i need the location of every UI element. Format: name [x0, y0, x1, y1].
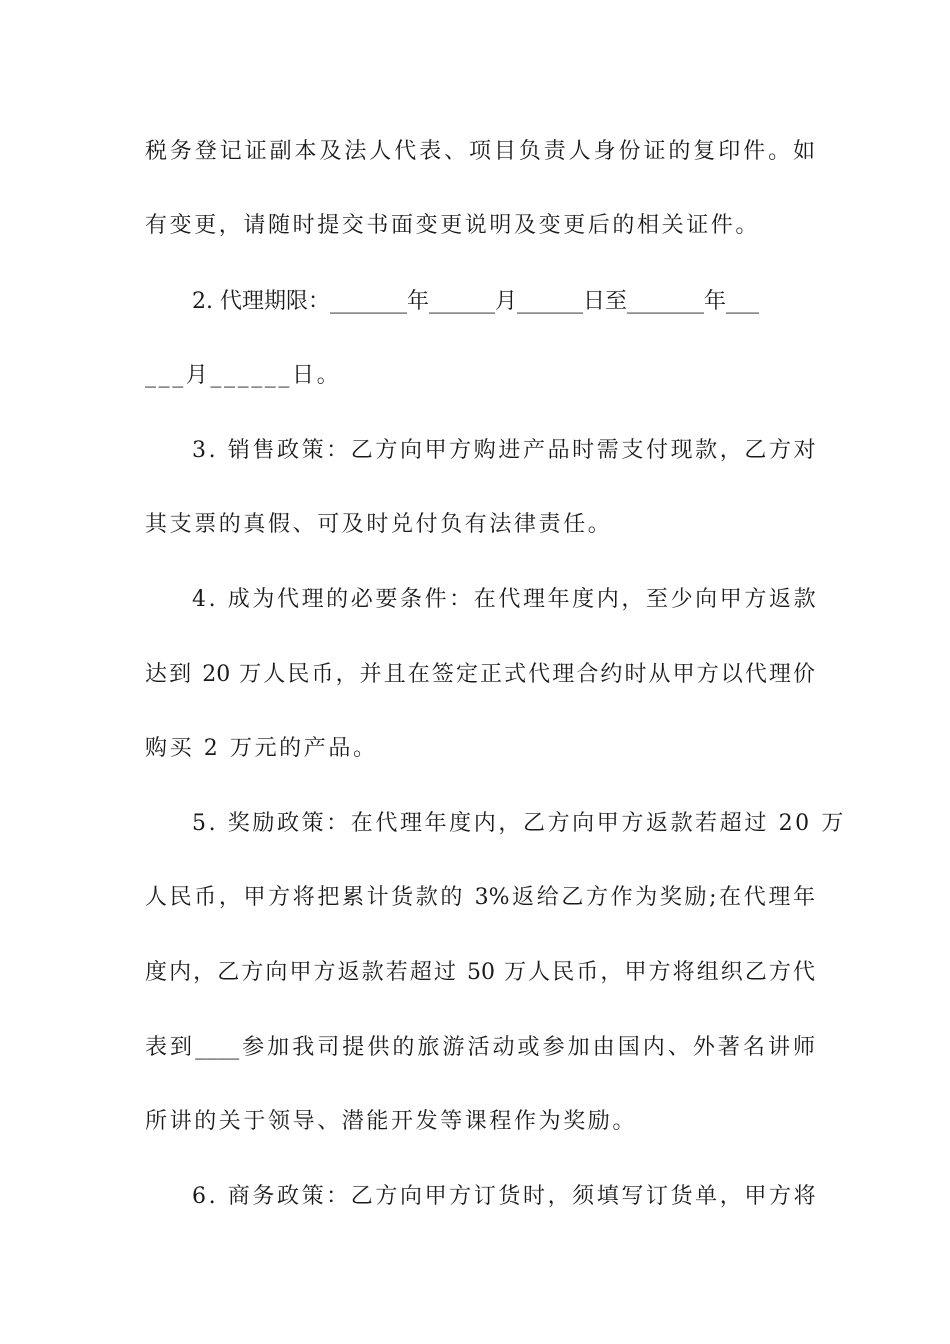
text-line: 其支票的真假、可及时兑付负有法律责任。: [145, 512, 613, 537]
text-line: 人民币，甲方将把累计货款的 3%返给乙方作为奖励;在代理年: [145, 885, 815, 910]
text-line: 达到 20 万人民币，并且在签定正式代理合约时从甲方以代理价: [145, 662, 815, 687]
text-line: 2. 代理期限：_______年______月______日至_______年___: [192, 289, 759, 314]
text-line: 税务登记证副本及法人代表、项目负责人身份证的复印件。如: [145, 139, 815, 164]
text-line: 所讲的关于领导、潜能开发等课程作为奖励。: [145, 1109, 638, 1134]
text-line: 5. 奖励政策：在代理年度内，乙方向甲方返款若超过 20 万: [192, 811, 846, 836]
text-line: 有变更，请随时提交书面变更说明及变更后的相关证件。: [145, 213, 761, 238]
text-line: 度内，乙方向甲方返款若超过 50 万人民币，甲方将组织乙方代: [145, 960, 815, 985]
text-line: 表到____参加我司提供的旅游活动或参加由国内、外著名讲师: [145, 1035, 815, 1060]
text-line: 购买 2 万元的产品。: [145, 736, 378, 761]
text-line: 4. 成为代理的必要条件：在代理年度内，至少向甲方返款: [192, 587, 819, 612]
text-line: 3. 销售政策：乙方向甲方购进产品时需支付现款，乙方对: [192, 438, 819, 463]
text-line: 6. 商务政策：乙方向甲方订货时，须填写订货单，甲方将: [192, 1184, 819, 1209]
text-line: ___月______日。: [145, 363, 342, 388]
